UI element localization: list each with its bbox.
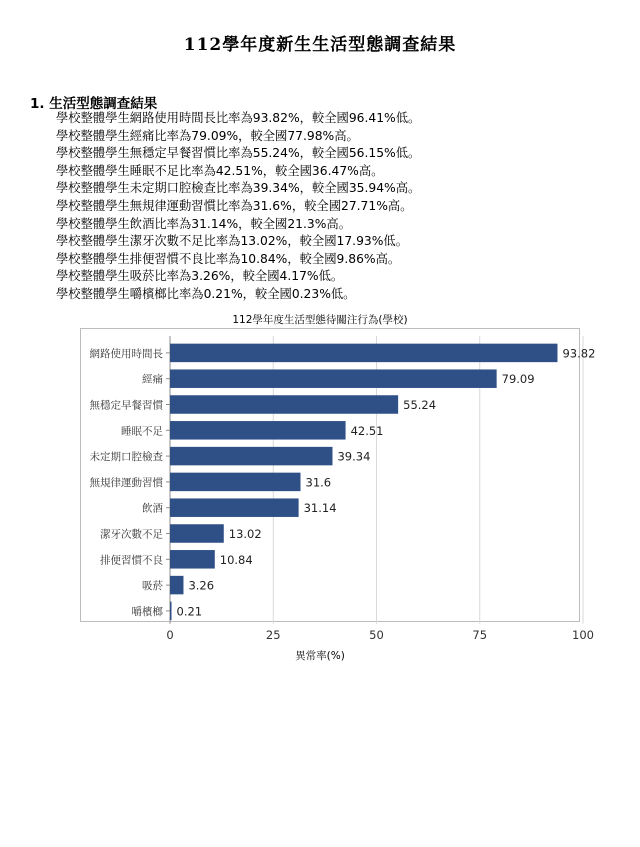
- x-tick-label: 75: [472, 627, 488, 642]
- data-label: 0.21: [176, 604, 203, 619]
- category-label: 睡眠不足: [121, 425, 163, 438]
- bar: [170, 602, 172, 621]
- x-axis-title: 異常率(%): [295, 650, 345, 662]
- bar: [170, 447, 332, 466]
- bar: [170, 576, 183, 595]
- category-label: 吸菸: [142, 580, 163, 593]
- data-label: 55.24: [403, 398, 437, 412]
- category-label: 無規律運動習慣: [89, 476, 163, 489]
- bar: [170, 395, 398, 414]
- finding-line: 學校整體學生睡眠不足比率為42.51%，較全國36.47%高。: [56, 163, 384, 178]
- section-heading: 1. 生活型態調查結果: [30, 96, 158, 112]
- finding-line: 學校整體學生排便習慣不良比率為10.84%，較全國9.86%高。: [56, 251, 401, 266]
- x-tick-label: 25: [265, 627, 281, 642]
- finding-line: 學校整體學生嚼檳榔比率為0.21%，較全國0.23%低。: [56, 286, 356, 301]
- x-tick-label: 100: [572, 627, 594, 642]
- bar: [170, 421, 346, 440]
- category-label: 飲酒: [142, 502, 163, 515]
- category-label: 無穩定早餐習慣: [89, 399, 163, 412]
- data-label: 31.14: [303, 501, 337, 516]
- finding-line: 學校整體學生飲酒比率為31.14%，較全國21.3%高。: [56, 216, 351, 231]
- chart-title: 112學年度生活型態待關注行為(學校): [232, 314, 408, 326]
- x-tick-label: 0: [166, 627, 174, 642]
- category-label: 網路使用時間長: [89, 347, 163, 360]
- bar: [170, 498, 299, 517]
- category-label: 嚼檳榔: [131, 605, 163, 618]
- data-label: 79.09: [501, 372, 535, 387]
- category-label: 經痛: [142, 373, 163, 386]
- data-label: 42.51: [350, 423, 384, 438]
- data-label: 13.02: [228, 527, 262, 541]
- data-label: 3.26: [188, 578, 215, 593]
- category-label: 未定期口腔檢查: [89, 451, 163, 464]
- page-title: 112學年度新生生活型態調查結果: [183, 35, 457, 55]
- data-label: 39.34: [337, 449, 371, 464]
- bar: [170, 524, 224, 543]
- finding-line: 學校整體學生潔牙次數不足比率為13.02%，較全國17.93%低。: [56, 234, 409, 249]
- bar: [170, 473, 301, 492]
- x-tick-label: 50: [369, 627, 384, 642]
- finding-line: 學校整體學生經痛比率為79.09%，較全國77.98%高。: [56, 128, 359, 143]
- bar: [170, 550, 215, 569]
- category-label: 排便習慣不良: [100, 554, 163, 567]
- finding-line: 學校整體學生無穩定早餐習慣比率為55.24%，較全國56.15%低。: [56, 146, 421, 161]
- finding-line: 學校整體學生未定期口腔檢查比率為39.34%，較全國35.94%高。: [56, 181, 421, 196]
- data-label: 31.6: [305, 475, 332, 490]
- finding-line: 學校整體學生吸菸比率為3.26%，較全國4.17%低。: [56, 269, 344, 284]
- bar: [170, 369, 497, 388]
- category-label: 潔牙次數不足: [100, 528, 163, 541]
- finding-line: 學校整體學生網路使用時間長比率為93.82%，較全國96.41%低。: [56, 111, 421, 125]
- bar: [170, 344, 557, 363]
- data-label: 10.84: [219, 552, 253, 567]
- finding-line: 學校整體學生無規律運動習慣比率為31.6%，較全國27.71%高。: [56, 198, 413, 213]
- data-label: 93.82: [562, 346, 596, 361]
